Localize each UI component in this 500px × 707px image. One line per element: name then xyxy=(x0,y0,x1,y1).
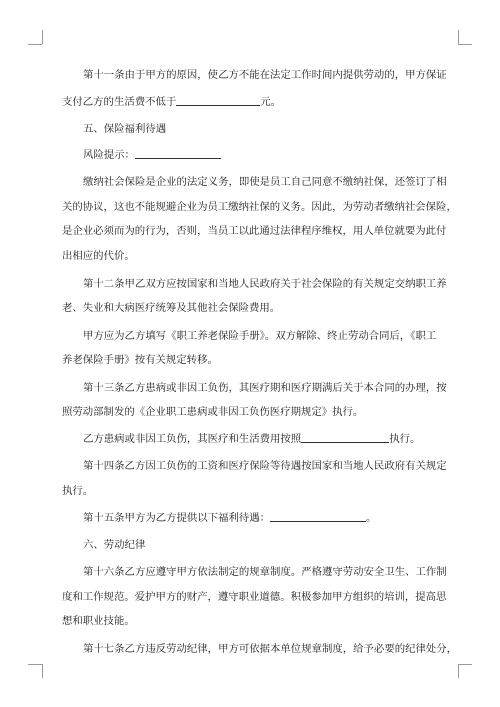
paragraph-article-12-line1: 第十二条甲乙双方应按国家和当地人民政府关于社会保险的有关规定交纳职工养 xyxy=(83,278,447,290)
fill-blank-medical-standard[interactable] xyxy=(301,432,389,443)
paragraph-article-11-line1: 第十一条由于甲方的原因，使乙方不能在法定工作时间内提供劳动的，甲方保证 xyxy=(83,69,447,81)
paragraph-medical-expense: 乙方患病或非因工负伤，其医疗和生活费用按照 执行。 xyxy=(83,433,421,445)
paragraph-article-11-line2: 支付乙方的生活费不低于 元。 xyxy=(62,96,282,108)
paragraph-article-12-line2: 老、失业和大病医疗统筹及其他社会保险费用。 xyxy=(62,302,281,314)
paragraph-article-14-line2: 执行。 xyxy=(62,485,94,497)
paragraph-article-13-line2: 照劳动部制发的《企业职工患病或非因工负伤医疗期规定》执行。 xyxy=(62,406,364,418)
risk-paragraph-line2: 关的协议，这也不能规避企业为员工缴纳社保的义务。因此，为劳动者缴纳社会保险， xyxy=(62,201,457,213)
paragraph-article-15: 第十五条甲方为乙方提供以下福利待遇： 。 xyxy=(83,512,377,524)
risk-paragraph-line1: 缴纳社会保险是企业的法定义务，即使是员工自己同意不缴纳社保，还签订了相 xyxy=(83,176,447,188)
section-heading-insurance-benefits: 五、保险福利待遇 xyxy=(83,123,167,135)
paragraph-pension-handbook-line2: 养老保险手册》按有关规定转移。 xyxy=(62,354,218,366)
paragraph-article-16-line1: 第十六条乙方应遵守甲方依法制定的规章制度。严格遵守劳动安全卫生、工作制 xyxy=(83,566,447,578)
risk-paragraph-line4: 出相应的代价。 xyxy=(62,250,135,262)
paragraph-article-17-line1: 第十七条乙方违反劳动纪律，甲方可依据本单位规章制度，给予必要的纪律处分， xyxy=(83,643,458,655)
paragraph-article-14-line1: 第十四条乙方因工负伤的工资和医疗保险等待遇按国家和当地人民政府有关规定 xyxy=(83,460,447,472)
paragraph-article-13-line1: 第十三条乙方患病或非因工负伤，其医疗期和医疗期满后关于本合同的办理，按 xyxy=(83,382,447,394)
section-heading-labor-discipline: 六、劳动纪律 xyxy=(83,539,146,551)
paragraph-article-16-line3: 想和职业技能。 xyxy=(62,615,135,627)
risk-paragraph-line3: 是企业必须而为的行为，否则，当员工以此通过法律程序维权，用人单位就要为此付 xyxy=(62,225,447,237)
fill-blank-living-allowance[interactable] xyxy=(176,95,260,106)
fill-blank-welfare-benefits[interactable] xyxy=(270,511,366,522)
risk-warning-label: 风险提示： xyxy=(62,148,465,162)
paragraph-article-16-line2: 度和工作规范。爱护甲方的财产，遵守职业道德。积极参加甲方组织的培训，提高思 xyxy=(62,591,447,603)
fill-blank-risk-warning[interactable] xyxy=(135,148,221,159)
paragraph-pension-handbook-line1: 甲方应为乙方填写《职工养老保险手册》。双方解除、终止劳动合同后，《职工 xyxy=(83,330,437,342)
